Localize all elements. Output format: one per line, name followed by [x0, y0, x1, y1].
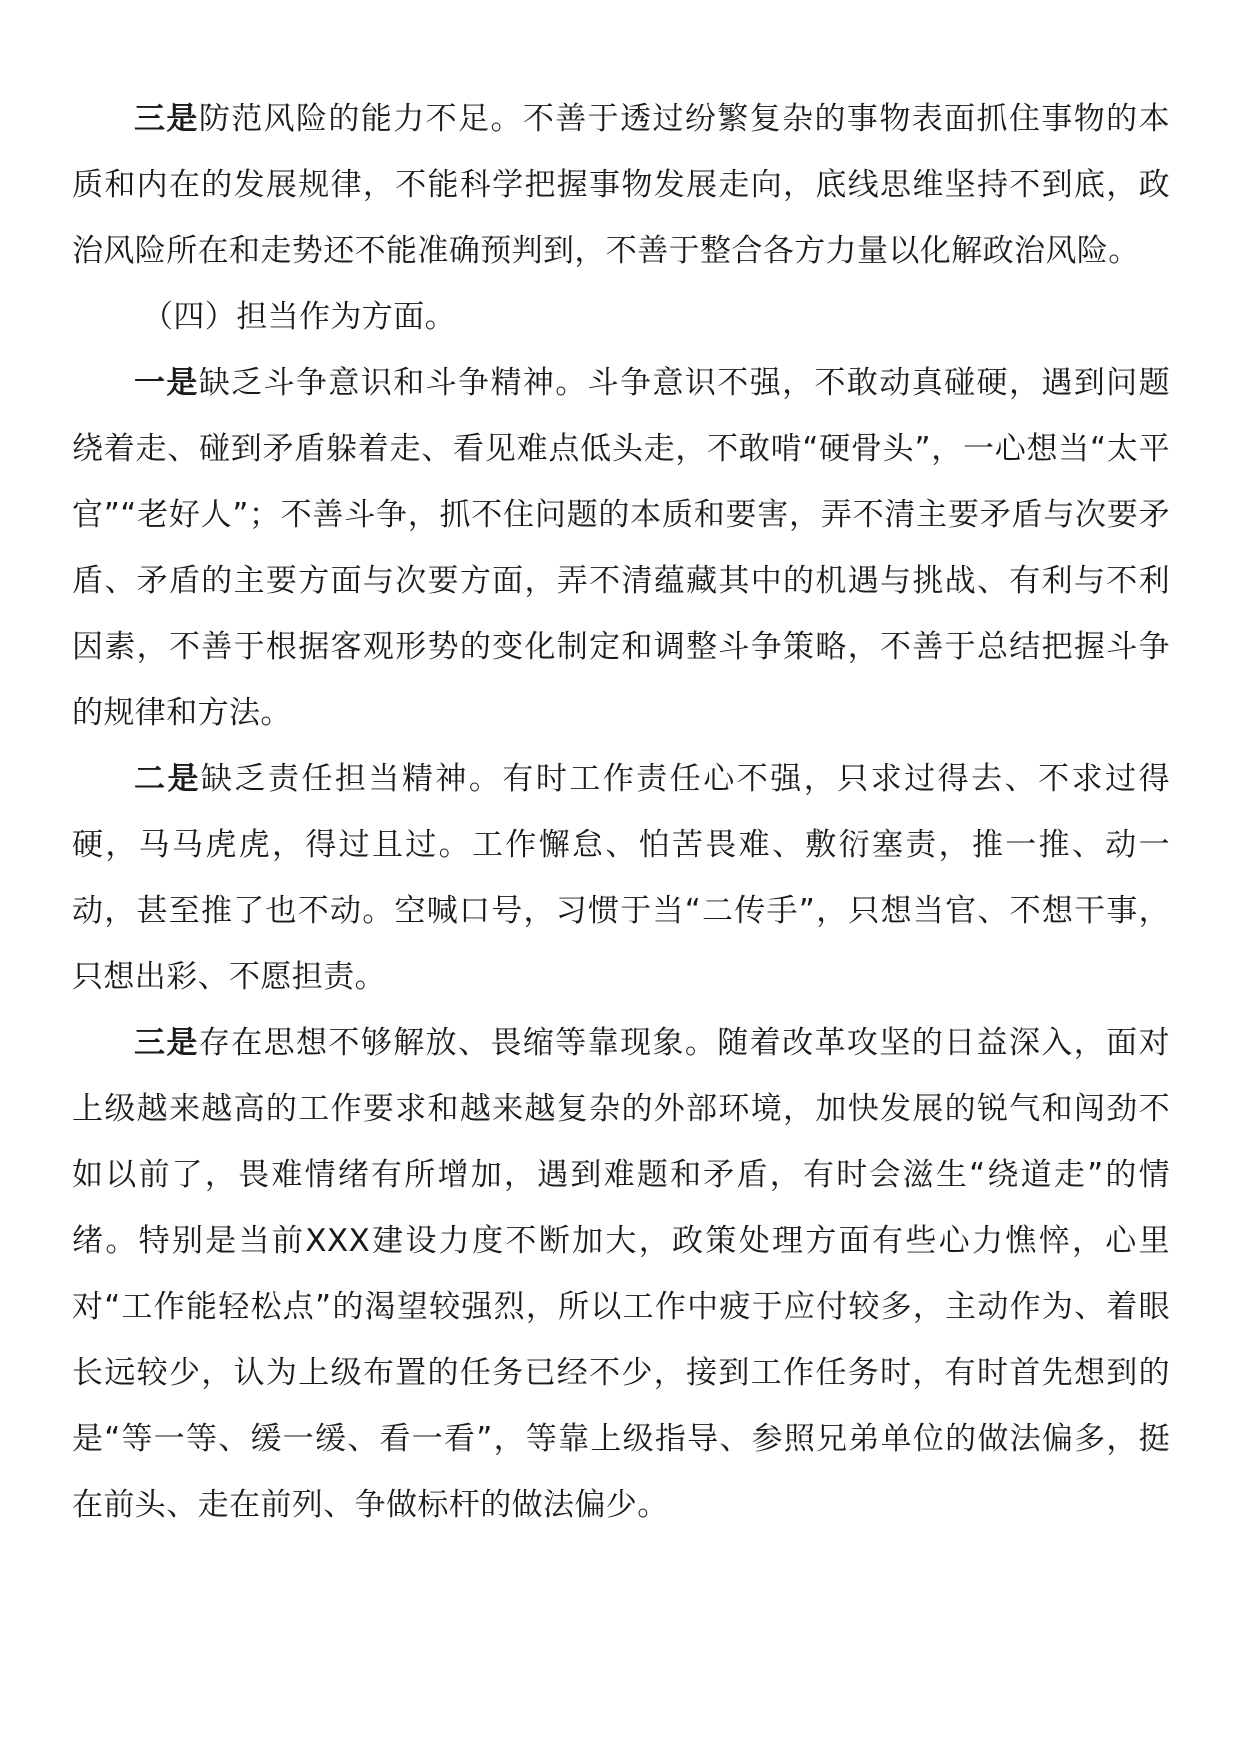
paragraph-responsibility: [72, 746, 1170, 1010]
section-heading: （四）担当作为方面。: [142, 299, 456, 335]
paragraph-mindset: [72, 1010, 1170, 1538]
paragraph-text: 缺乏责任担当精神。有时工作责任心不强，只求过得去、不求过得硬，马马虎虎，得过且过。工作懈怠、怕苦畏难、敷衍塞责，推一推、动一动，甚至推了也不动。空喊口号，习惯于当“二传手”，只想当官、不想干事，只想出彩、不愿担责。: [72, 761, 1170, 995]
paragraph-struggle-spirit: [72, 350, 1170, 746]
paragraph-lead: 三是: [134, 1025, 199, 1061]
paragraph-text: 存在思想不够解放、畏缩等靠现象。随着改革攻坚的日益深入，面对上级越来越高的工作要求和越来越复杂的外部环境，加快发展的锐气和闯劲不如以前了，畏难情绪有所增加，遇到难题和矛盾，有时会滋生“绕道走”的情绪。特别是当前XXX建设力度不断加大，政策处理方面有些心力憔悴，心里对“工作能轻松点”的渴望较强烈，所以工作中疲于应付较多，主动作为、着眼长远较少，认为上级布置的任务已经不少，接到工作任务时，有时首先想到的是“等一等、缓一缓、看一看”，等靠上级指导、参照兄弟单位的做法偏多，挺在前头、走在前列、争做标杆的做法偏少。: [72, 1025, 1170, 1523]
paragraph-lead: 三是: [134, 101, 199, 137]
document-body: [72, 86, 1170, 1538]
paragraph-lead: 一是: [134, 365, 199, 401]
paragraph-risk-prevention: [72, 86, 1170, 284]
paragraph-text: 防范风险的能力不足。不善于透过纷繁复杂的事物表面抓住事物的本质和内在的发展规律，不能科学把握事物发展走向，底线思维坚持不到底，政治风险所在和走势还不能准确预判到，不善于整合各方力量以化解政治风险。: [72, 101, 1170, 269]
paragraph-text: 缺乏斗争意识和斗争精神。斗争意识不强，不敢动真碰硬，遇到问题绕着走、碰到矛盾躲着走、看见难点低头走，不敢啃“硬骨头”，一心想当“太平官”“老好人”；不善斗争，抓不住问题的本质和要害，弄不清主要矛盾与次要矛盾、矛盾的主要方面与次要方面，弄不清蕴藏其中的机遇与挑战、有利与不利因素，不善于根据客观形势的变化制定和调整斗争策略，不善于总结把握斗争的规律和方法。: [72, 365, 1170, 731]
paragraph-lead: 二是: [134, 761, 201, 797]
